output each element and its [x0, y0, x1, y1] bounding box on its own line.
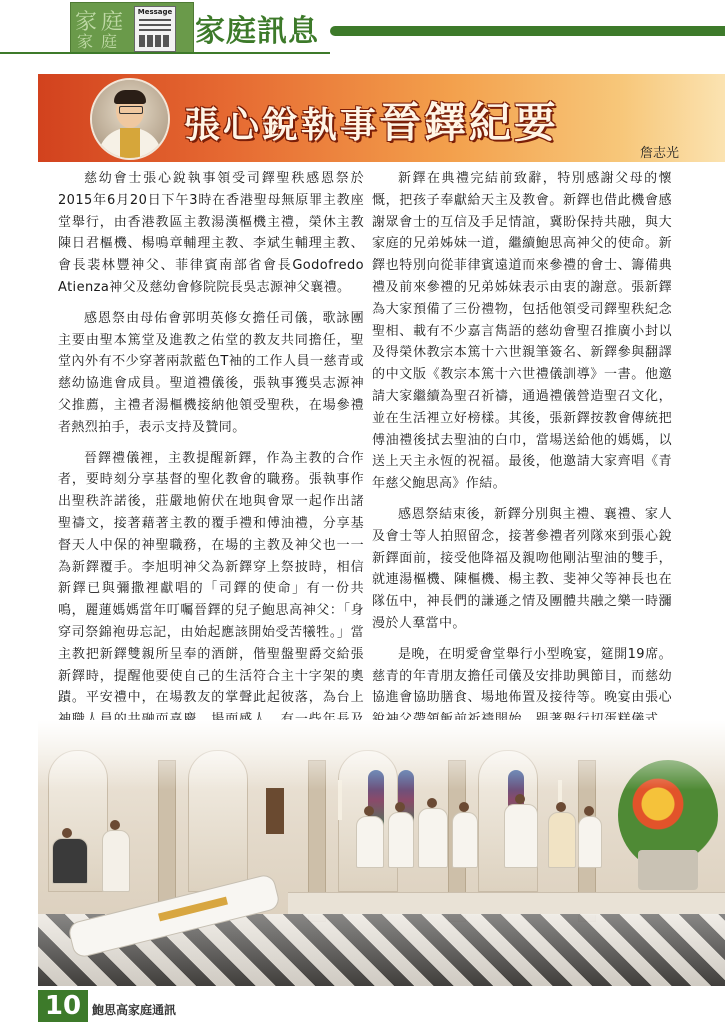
clergy-figure [504, 804, 538, 868]
clergy-figure [418, 808, 448, 868]
clergy-figure [452, 812, 478, 868]
logo-char: 家 [75, 10, 98, 35]
clergy-figure [578, 816, 602, 868]
article-title-part1: 張心銳執事 [184, 105, 380, 146]
article-title [184, 90, 559, 150]
altar-server-figure [102, 830, 130, 892]
photographer-head [62, 828, 72, 838]
flower-pot [638, 850, 698, 890]
logo-char: 家 [77, 32, 94, 51]
clergy-head [584, 806, 594, 816]
newspaper-line [139, 19, 171, 21]
article-author: 詹志光 [640, 146, 680, 161]
header-underline [0, 52, 330, 54]
clergy-figure [356, 816, 384, 868]
clergy-head [364, 806, 374, 816]
ordination-photo [38, 720, 725, 986]
newspaper-line [139, 29, 171, 31]
photographer-figure [52, 838, 88, 884]
photo-top-fade [38, 720, 725, 790]
paragraph: 晉鐸禮儀裡，主教提醒新鐸，作為主教的合作者，要時刻分享基督的聖化教會的職務。張執事作出聖秩許諾後，莊嚴地俯伏在地與會眾一起作出諸聖禱文，接著藉著主教的覆手禮和傅油禮，分享基督天人中保的神聖職務，在場的主教及神父也一一為新鐸覆手。李旭明神父為新鐸穿上祭披時，相信新鐸已與彌撒裡獻唱的「司鐸的使命」有一份共鳴，麗蓮媽媽當年叮囑晉鐸的兒子鮑思高神父：「身穿司祭錦袍毋忘記，由始起應該開始受苦犧牲。」當主教把新鐸雙親所呈奉的酒餅，偕聖盤聖爵交給張新鐸時，提醒他要使自己的生活符合主十字架的奧蹟。平安禮中，在場教友的掌聲此起彼落，為台上 [58, 450, 364, 706]
header-bar [330, 26, 725, 36]
deacon-portrait [90, 78, 170, 160]
portrait-glasses [119, 106, 143, 114]
clergy-figure [548, 812, 576, 868]
article-title-part2: 晉鐸紀要 [379, 98, 560, 147]
altar-steps [288, 892, 725, 915]
publication-name: 鮑思高家庭通訊 [92, 1003, 177, 1017]
newspaper-icon [134, 6, 176, 52]
portrait-stole [120, 128, 140, 160]
left-column [58, 168, 364, 784]
page-header [0, 0, 725, 64]
clergy-figure [388, 812, 414, 868]
portrait-hair [114, 90, 146, 104]
page-number: 10 [38, 990, 88, 1022]
section-title: 家庭訊息 [195, 14, 319, 49]
clergy-head [459, 802, 469, 812]
clergy-head [395, 802, 405, 812]
clergy-head [427, 798, 437, 808]
paragraph: 新鐸在典禮完結前致辭，特別感謝父母的懷慨，把孩子奉獻給天主及教會。新鐸也借此機會感謝眾會士的互信及手足情誼，冀盼保持共融，與大家庭的兄弟姊妹一道，繼續鮑思高神父的使命。新鐸也特別向從菲律賓遠道而來參禮的會士、籌備典禮及前來參禮的兄弟姊妹表示由衷的謝意。張新鐸為大家預備了三份禮物，包括他領受司鐸聖秩紀念聖相、載有不少嘉言雋語的慈幼會聖召推廣小封以及得榮休教宗本篤十六世親筆簽名、新鐸參與翻譯的中文版《教宗本篤十六世禮儀訓導》一書。他邀請大家繼續為聖召祈禱，通過禮儀營造聖召文化，並在生活裡立好榜樣。其後，張新鐸按教會傳統把傅油禮後拭去聖油的白巾，當場送給他的媽媽，以送上天主永恆的祝福。最後，他邀請大家齊唱《青年慈父鮑思高》作結。 [372, 171, 672, 492]
clergy-head [515, 794, 525, 804]
paragraph: 慈幼會士張心銳執事領受司鐸聖秩感恩祭於2015年6月20日下午3時在香港聖母無原罪主教座堂舉行，由香港教區主教湯漢樞機主禮，榮休主教陳日君樞機、楊鳴章輔理主教、李斌生輔理主教、會長裴林豐神父、菲律賓南部省會長Godofredo Atienza神父及慈幼會修院院長吳志源神父襄禮。 [58, 171, 364, 295]
newspaper-grid [139, 35, 171, 47]
paragraph: 感恩祭結束後，新鐸分別與主禮、襄禮、家人及會士等人拍照留念，接著參禮者列隊來到張心銳新鐸面前，接受他降福及親吻他剛沾聖油的雙手，就連湯樞機、陳樞機、楊主教、斐神父等神長也在隊伍中，神長們的謙遜之情及團體共融之樂一時瀰漫於人羣當中。 [372, 506, 672, 631]
paragraph: 感恩祭由母佑會郭明英修女擔任司儀，歌詠團主要由聖本篤堂及進教之佑堂的教友共同擔任，聖堂內外有不少穿著兩款藍色T袖的工作人員一慈青或慈幼協進會成員。聖道禮儀後，張執事獲吳志源神父推薦，主禮者湯樞機接納他領受聖秩，在場參禮者熱烈拍手，表示支持及贊同。 [58, 310, 364, 435]
paragraph-text: 是晚，在明愛會堂舉行小型晚宴，筵開19席。慈青的年青朋友擔任司儀及安排助興節目，而慈幼協進會協助膳食、場地佈置及接待等。晚宴由張心 [372, 646, 672, 706]
altar-server-head [110, 820, 120, 830]
logo-char: 庭 [101, 10, 124, 35]
lectern [266, 788, 284, 834]
newspaper-line [139, 24, 171, 26]
logo-char: 庭 [101, 32, 118, 51]
newspaper-label: Message [137, 8, 173, 16]
clergy-head [556, 802, 566, 812]
